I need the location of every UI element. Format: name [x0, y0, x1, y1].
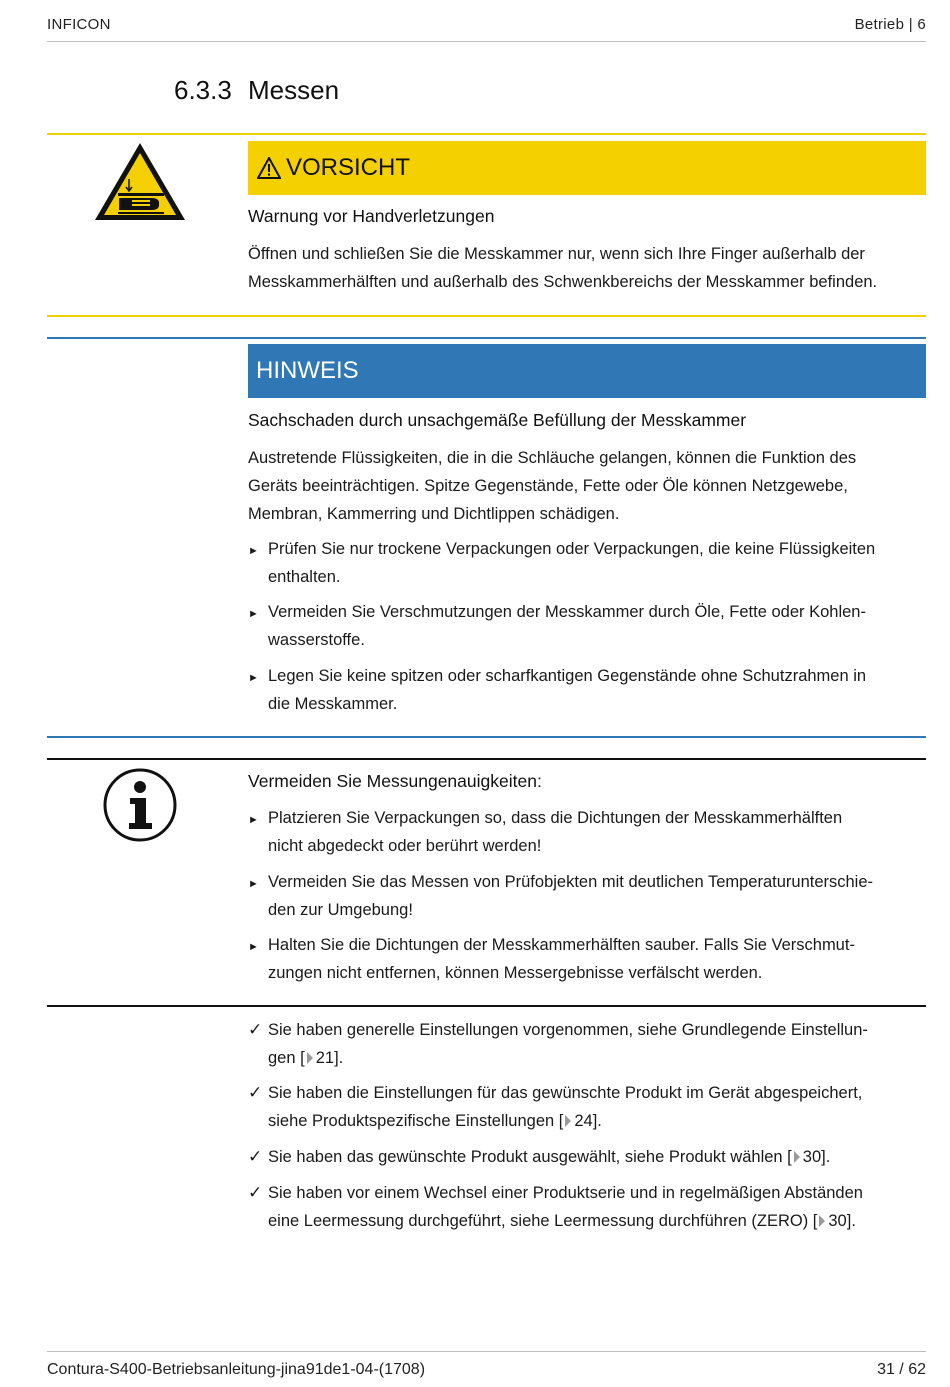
hand-crush-warning-icon	[92, 140, 188, 224]
notice-bullet-item: ► Prüfen Sie nur trockene Verpackungen oder Verpackungen, die keine Flüssigkeiten enthalten.	[248, 535, 928, 591]
header-divider	[47, 41, 926, 42]
info-bullet-item: ► Platzieren Sie Verpackungen so, dass die Dichtungen der Messkammerhälften nicht abgedeckt oder berührt werden!	[248, 804, 928, 860]
info-bottom-rule	[47, 1005, 926, 1007]
prerequisite-item: ✓ Sie haben generelle Einstellungen vorgenommen, siehe Grundlegende Einstellun- gen [ 21].	[248, 1016, 928, 1072]
caution-heading: Warnung vor Handverletzungen	[248, 206, 495, 226]
page-reference-link[interactable]: 21	[315, 1049, 335, 1067]
notice-heading: Sachschaden durch unsachgemäße Befüllung der Messkammer	[248, 410, 747, 430]
reference-arrow-icon	[819, 1215, 825, 1227]
notice-bullet-item: ► Vermeiden Sie Verschmutzungen der Messkammer durch Öle, Fette oder Kohlen- wasserstoffe.	[248, 598, 928, 654]
info-top-rule	[47, 758, 926, 760]
prerequisite-item: ✓ Sie haben die Einstellungen für das gewünschte Produkt im Gerät abgespeichert, siehe Produktspezifische Einstellungen [ 24].	[248, 1079, 928, 1135]
caution-bottom-rule	[47, 315, 926, 317]
footer-document-id: Contura-S400-Betriebsanleitung-jina91de1-04-(1708)	[47, 1361, 426, 1378]
notice-label: HINWEIS	[256, 357, 359, 384]
triangle-bullet-icon: ►	[248, 672, 259, 684]
check-icon: ✓	[248, 1183, 263, 1202]
check-icon: ✓	[248, 1020, 263, 1039]
caution-banner	[248, 141, 926, 195]
footer-page-number: 31 / 62	[877, 1361, 926, 1378]
triangle-bullet-icon: ►	[248, 608, 259, 620]
notice-top-rule	[47, 337, 926, 339]
footer-divider	[47, 1351, 926, 1352]
notice-bottom-rule	[47, 736, 926, 738]
caution-top-rule	[47, 133, 926, 135]
info-icon	[102, 767, 178, 843]
prerequisite-item: ✓ Sie haben das gewünschte Produkt ausgewählt, siehe Produkt wählen [ 30].	[248, 1143, 928, 1171]
triangle-bullet-icon: ►	[248, 878, 259, 890]
info-bullet-item: ► Vermeiden Sie das Messen von Prüfobjekten mit deutlichen Temperaturunterschie- den zur Umgebung!	[248, 868, 928, 924]
check-icon: ✓	[248, 1147, 263, 1166]
notice-banner	[248, 344, 926, 398]
header-chapter: Betrieb | 6	[854, 16, 926, 33]
reference-arrow-icon	[794, 1151, 800, 1163]
info-bullet-item: ► Halten Sie die Dichtungen der Messkammerhälften sauber. Falls Sie Verschmut- zungen nicht entfernen, können Messergebnisse verfälscht werden.	[248, 931, 928, 987]
info-heading: Vermeiden Sie Messungenauigkeiten:	[248, 771, 542, 791]
triangle-bullet-icon: ►	[248, 814, 259, 826]
triangle-bullet-icon: ►	[248, 941, 259, 953]
reference-arrow-icon	[307, 1052, 313, 1064]
page-reference-link[interactable]: 30	[828, 1212, 847, 1230]
section-title: Messen	[248, 75, 340, 105]
page-reference-link[interactable]: 30	[802, 1148, 822, 1166]
warning-triangle-icon	[257, 157, 281, 179]
page-reference-link[interactable]: 24	[574, 1112, 593, 1130]
caution-label: VORSICHT	[286, 154, 411, 181]
triangle-bullet-icon: ►	[248, 545, 259, 557]
header-brand: INFICON	[47, 16, 111, 33]
caution-text: Öffnen und schließen Sie die Messkammer nur, wenn sich Ihre Finger außerhalb der Messkammerhälften und außerhalb des Schwenkbereichs der Messkammer befinden.	[248, 245, 878, 291]
reference-arrow-icon	[565, 1115, 571, 1127]
prerequisite-item: ✓ Sie haben vor einem Wechsel einer Produktserie und in regelmäßigen Abständen eine Leermessung durchgeführt, siehe Leermessung durchführen (ZERO) [ 30].	[248, 1179, 928, 1235]
notice-text: Austretende Flüssigkeiten, die in die Schläuche gelangen, können die Funktion des Geräts beeinträchtigen. Spitze Gegenstände, Fette oder Öle können Netzgewebe, Membran, Kammerring und Dichtlippen schädigen.	[248, 449, 857, 523]
notice-bullet-item: ► Legen Sie keine spitzen oder scharfkantigen Gegenstände ohne Schutzrahmen in die Messkammer.	[248, 662, 928, 718]
check-icon: ✓	[248, 1083, 263, 1102]
section-number: 6.3.3	[174, 75, 232, 105]
